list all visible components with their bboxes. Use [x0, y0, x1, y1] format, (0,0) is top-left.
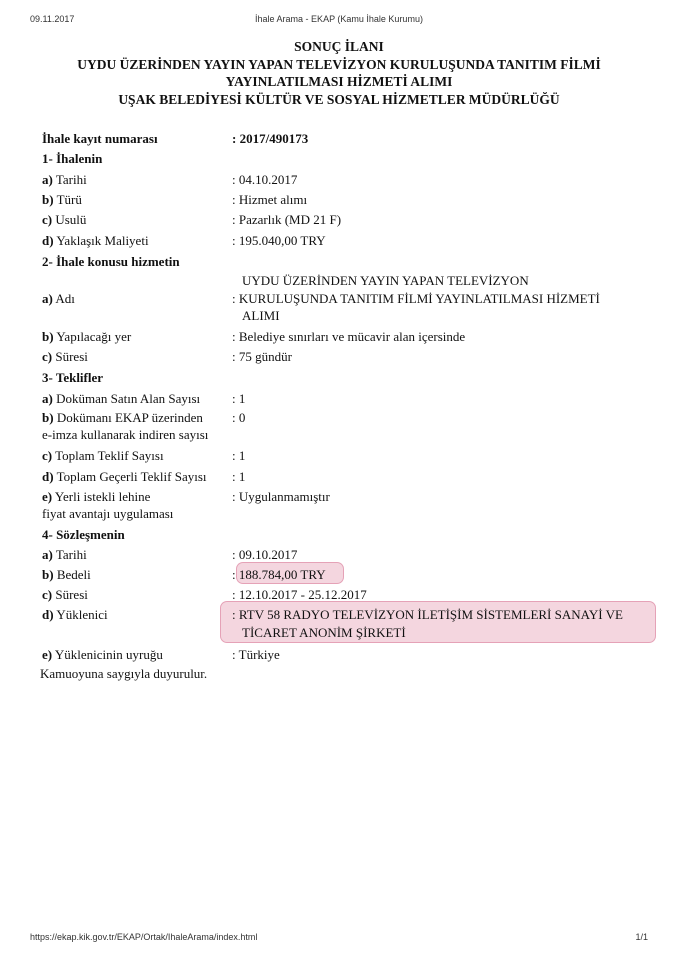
- sozlesme-bedeli-value: : 188.784,00 TRY: [232, 567, 326, 582]
- title-line: SONUÇ İLANI: [294, 39, 384, 54]
- teklif-toplam-label: c) Toplam Teklif Sayısı: [42, 448, 164, 463]
- sozlesme-suresi-label: c) Süresi: [42, 587, 88, 602]
- sozlesme-tarih-label: a) Tarihi: [42, 547, 87, 562]
- ihale-usulu-label: c) Usulü: [42, 212, 87, 227]
- section-heading-teklifler: 3- Teklifler: [42, 370, 104, 385]
- sozlesme-uyrugu-label: e) Yüklenicinin uyruğu: [42, 647, 163, 662]
- hizmet-suresi-label: c) Süresi: [42, 349, 88, 364]
- teklif-toplam-value: : 1: [232, 448, 246, 463]
- teklif-gecerli-value: : 1: [232, 469, 246, 484]
- teklif-ekap-value: : 0: [232, 410, 246, 425]
- ihale-turu-label: b) Türü: [42, 192, 82, 207]
- ihale-tarih-value: : 04.10.2017: [232, 172, 298, 187]
- registry-label: İhale kayıt numarası: [42, 131, 158, 146]
- ihale-maliyet-value: : 195.040,00 TRY: [232, 233, 326, 248]
- teklif-dokuman-label: a) Doküman Satın Alan Sayısı: [42, 391, 201, 406]
- teklif-gecerli-label: d) Toplam Geçerli Teklif Sayısı: [42, 469, 207, 484]
- sozlesme-tarih-value: : 09.10.2017: [232, 547, 298, 562]
- sozlesme-bedeli-label: b) Bedeli: [42, 567, 91, 582]
- hizmet-yer-value: : Belediye sınırları ve mücavir alan içersinde: [232, 329, 466, 344]
- section-heading-sozlesme: 4- Sözleşmenin: [42, 527, 125, 542]
- section-heading-ihale: 1- İhalenin: [42, 151, 103, 166]
- teklif-yerli-label: e) Yerli istekli lehine fiyat avantajı uygulaması: [42, 489, 174, 521]
- sozlesme-uyrugu-value: : Türkiye: [232, 647, 280, 662]
- sozlesme-yuklenici-label: d) Yüklenici: [42, 607, 108, 622]
- ihale-usulu-value: : Pazarlık (MD 21 F): [232, 212, 342, 227]
- ihale-maliyet-label: d) Yaklaşık Maliyeti: [42, 233, 149, 248]
- teklif-ekap-label: b) Dokümanı EKAP üzerinden e-imza kullanarak indiren sayısı: [42, 410, 209, 442]
- sozlesme-suresi-value: : 12.10.2017 - 25.12.2017: [232, 587, 367, 602]
- title-line: YAYINLATILMASI HİZMETİ ALIMI: [225, 74, 453, 89]
- teklif-dokuman-value: : 1: [232, 391, 246, 406]
- sozlesme-yuklenici-value-line2: TİCARET ANONİM ŞİRKETİ: [242, 625, 406, 640]
- print-url: https://ekap.kik.gov.tr/EKAP/Ortak/IhaleArama/index.html: [30, 932, 258, 942]
- title-line: UŞAK BELEDİYESİ KÜLTÜR VE SOSYAL HİZMETLER MÜDÜRLÜĞÜ: [118, 91, 560, 107]
- teklif-yerli-value: : Uygulanmamıştır: [232, 489, 330, 504]
- ihale-tarih-label: a) Tarihi: [42, 172, 87, 187]
- section-heading-hizmet: 2- İhale konusu hizmetin: [42, 254, 180, 269]
- hizmet-yer-label: b) Yapılacağı yer: [42, 329, 132, 344]
- registry-value: : 2017/490173: [232, 131, 309, 146]
- ihale-turu-value: : Hizmet alımı: [232, 192, 308, 207]
- hizmet-adi-value-line3: ALIMI: [242, 308, 280, 323]
- document-title-block: [0, 38, 678, 108]
- closing-text: Kamuoyuna saygıyla duyurulur.: [40, 666, 208, 681]
- hizmet-adi-value-line1: UYDU ÜZERİNDEN YAYIN YAPAN TELEVİZYON: [242, 273, 529, 288]
- print-page-title: İhale Arama - EKAP (Kamu İhale Kurumu): [255, 14, 423, 24]
- print-page-number: 1/1: [635, 932, 648, 942]
- hizmet-suresi-value: : 75 gündür: [232, 349, 292, 364]
- title-line: UYDU ÜZERİNDEN YAYIN YAPAN TELEVİZYON KURULUŞUNDA TANITIM FİLMİ: [77, 56, 601, 72]
- hizmet-adi-label: a) Adı: [42, 291, 75, 306]
- print-date: 09.11.2017: [30, 14, 75, 24]
- hizmet-adi-value-line2: : KURULUŞUNDA TANITIM FİLMİ YAYINLATILMASI HİZMETİ: [232, 291, 600, 306]
- sozlesme-yuklenici-value-line1: : RTV 58 RADYO TELEVİZYON İLETİŞİM SİSTEMLERİ SANAYİ VE: [232, 607, 623, 622]
